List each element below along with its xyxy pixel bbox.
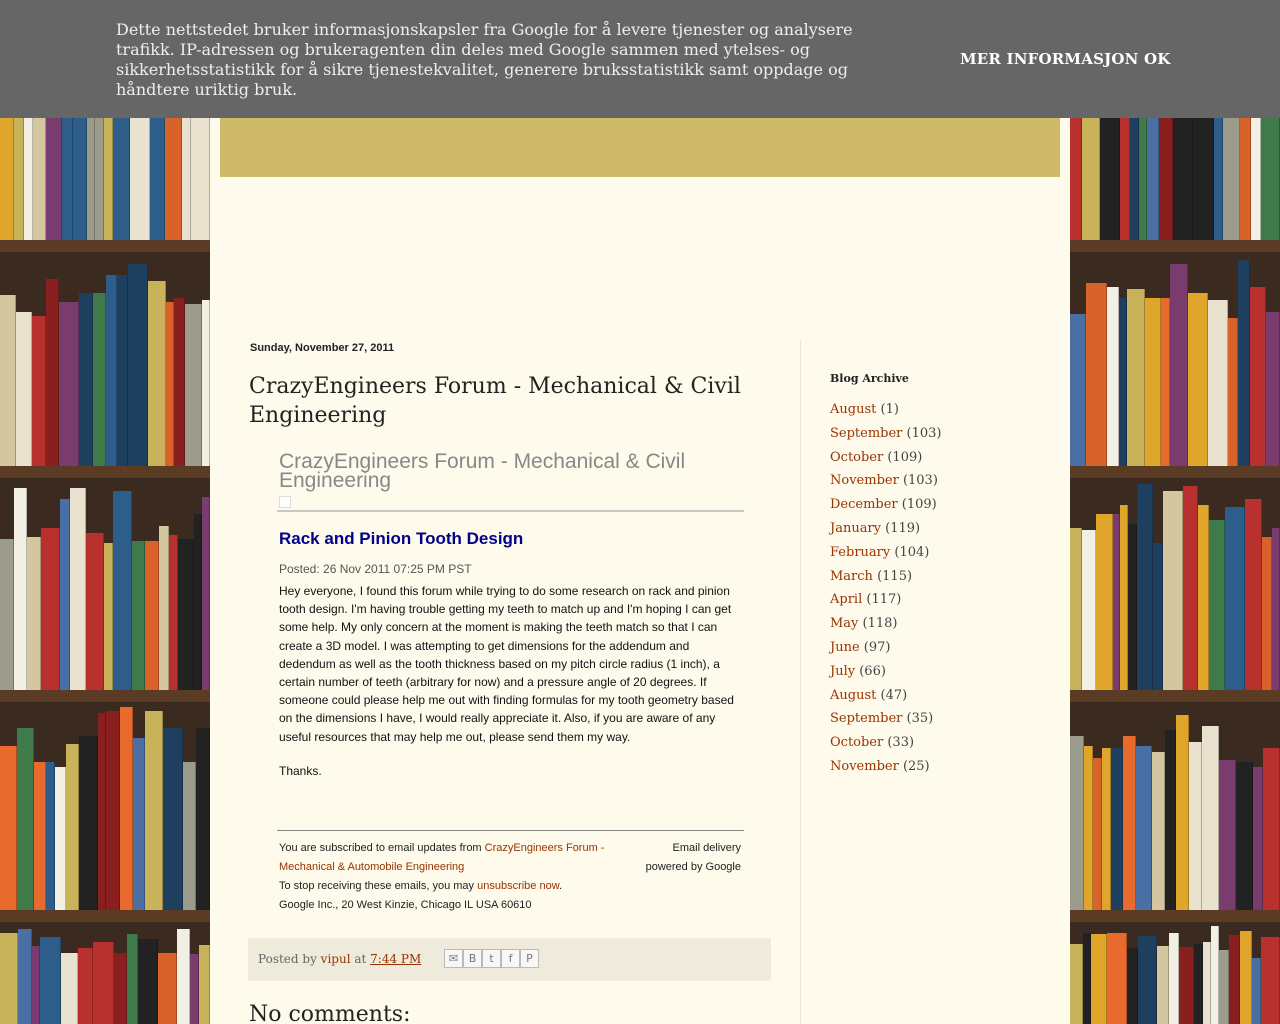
feed-image-placeholder [279,496,291,508]
archive-month-link[interactable]: September [830,711,903,727]
subscribed-prefix: You are subscribed to email updates from [279,842,485,854]
archive-item [830,446,1050,470]
archive-item [830,469,1050,493]
archive-item [830,517,1050,541]
google-address: Google Inc., 20 West Kinzie, Chicago IL USA 60610 [279,899,532,911]
archive-count: (109) [901,497,937,513]
divider [277,510,744,512]
archive-item [830,541,1050,565]
bookshelf-background-left [0,0,210,1024]
sidebar-divider [800,340,801,1024]
archive-count: (47) [880,687,908,703]
post-body [277,452,744,778]
archive-count: (103) [902,473,938,489]
archive-count: (103) [906,425,942,441]
unsubscribe-link[interactable]: unsubscribe now [477,880,560,892]
facebook-icon[interactable]: f [501,949,520,968]
archive-count: (104) [894,544,930,560]
item-thanks: Thanks. [279,763,322,778]
archive-month-link[interactable]: February [830,544,891,560]
twitter-icon[interactable]: t [482,949,501,968]
archive-month-link[interactable]: April [830,592,863,608]
subscription-info [279,839,619,896]
archive-month-link[interactable]: May [830,616,859,632]
archive-month-link[interactable]: December [830,497,898,513]
date-header: Sunday, November 27, 2011 [250,342,395,354]
archive-item [830,588,1050,612]
item-posted-date: Posted: 26 Nov 2011 07:25 PM PST [279,562,472,576]
post-title[interactable]: CrazyEngineers Forum - Mechanical & Civil Engineering [249,374,741,428]
feed-title: CrazyEngineers Forum - Mechanical & Civil Engineering [279,450,686,492]
archive-month-link[interactable]: August [830,687,877,703]
archive-item [830,660,1050,684]
posted-by-label: Posted by [258,952,321,966]
archive-item [830,707,1050,731]
archive-month-link[interactable]: November [830,473,899,489]
author-link[interactable]: vipul [320,952,351,966]
archive-month-link[interactable]: October [830,735,884,751]
archive-month-link[interactable]: January [830,520,882,536]
item-text: Hey everyone, I found this forum while trying to do some research on rack and pinion tooth design. I'm having trouble getting my teeth to match up and I'm hoping I can get some help. My only concern at the moment is making the teeth match so that I can create a 3D model. I was attempting to get dimensions for the addendum and dedendum as well as the tooth thickness based on my pitch circle radius (1 inch), a certain number of teeth (arbitrary for now) and a pressure angle of 20 degrees. If someone could please help me out with finding formulas for my tooth geometry based on the dimensions I have, I would really appreciate it. Also, if you are aware of any useful resources that may help me out, please send them my way. [279,584,734,744]
archive-item [830,755,1050,779]
cookie-banner [0,0,1280,118]
archive-item [830,684,1050,708]
share-buttons [444,949,539,968]
stop-suffix: . [559,880,563,892]
archive-month-link[interactable]: July [830,663,856,679]
archive-count: (1) [880,402,899,417]
at-label: at [350,952,371,966]
archive-count: (118) [862,616,898,632]
archive-month-link[interactable]: October [830,449,884,465]
blog-archive-title: Blog Archive [830,372,909,385]
archive-item [830,493,1050,517]
archive-count: (25) [902,758,930,774]
archive-month-link[interactable]: March [830,568,873,584]
archive-month-link[interactable]: June [830,639,860,655]
email-footer [277,830,744,911]
stop-prefix: To stop receiving these emails, you may [279,880,478,892]
archive-count: (109) [887,449,923,465]
archive-month-link[interactable]: September [830,425,903,441]
archive-count: (115) [877,568,913,584]
archive-count: (33) [887,735,915,751]
ok-button[interactable]: OK [1144,50,1171,68]
feed-link[interactable]: CrazyEngineers Forum - Mechanical & Automobile Engineering [279,842,605,873]
archive-item [830,422,1050,446]
post-footer [248,938,771,981]
archive-count: (66) [859,663,886,679]
comments-heading: No comments: [249,1002,411,1024]
archive-count: (35) [906,711,934,727]
archive-item [830,612,1050,636]
archive-month-link[interactable]: August [830,402,877,417]
more-info-button[interactable]: MER INFORMASJON [960,50,1139,68]
archive-item [830,398,1050,422]
blogger-icon[interactable]: B [463,949,482,968]
archive-item [830,636,1050,660]
bookshelf-background-right [1070,0,1280,1024]
archive-list [830,398,1050,779]
delivery-info [621,839,741,877]
timestamp-link[interactable]: 7:44 PM [370,952,422,966]
archive-item [830,565,1050,589]
archive-month-link[interactable]: November [830,758,899,774]
archive-count: (119) [885,520,921,536]
cookie-banner-text: Dette nettstedet bruker informasjonskapsler fra Google for å levere tjenester og analysere trafikk. IP-adressen og brukeragenten din deles med Google sammen med ytelses- og sikkerhetsstatistikk for å sikre tjenestekvalitet, generere bruksstatistikk samt oppdage og håndtere uriktig bruk. [116,20,853,99]
delivery-line-1: Email delivery [672,842,741,854]
email-icon[interactable]: ✉ [444,949,463,968]
item-title-link[interactable]: Rack and Pinion Tooth Design [279,529,524,548]
pinterest-icon[interactable]: P [520,949,539,968]
post-byline [258,952,421,966]
archive-item [830,731,1050,755]
delivery-line-2: powered by Google [645,861,741,873]
sidebar [830,372,1050,779]
archive-count: (97) [863,639,891,655]
archive-count: (117) [866,592,902,608]
